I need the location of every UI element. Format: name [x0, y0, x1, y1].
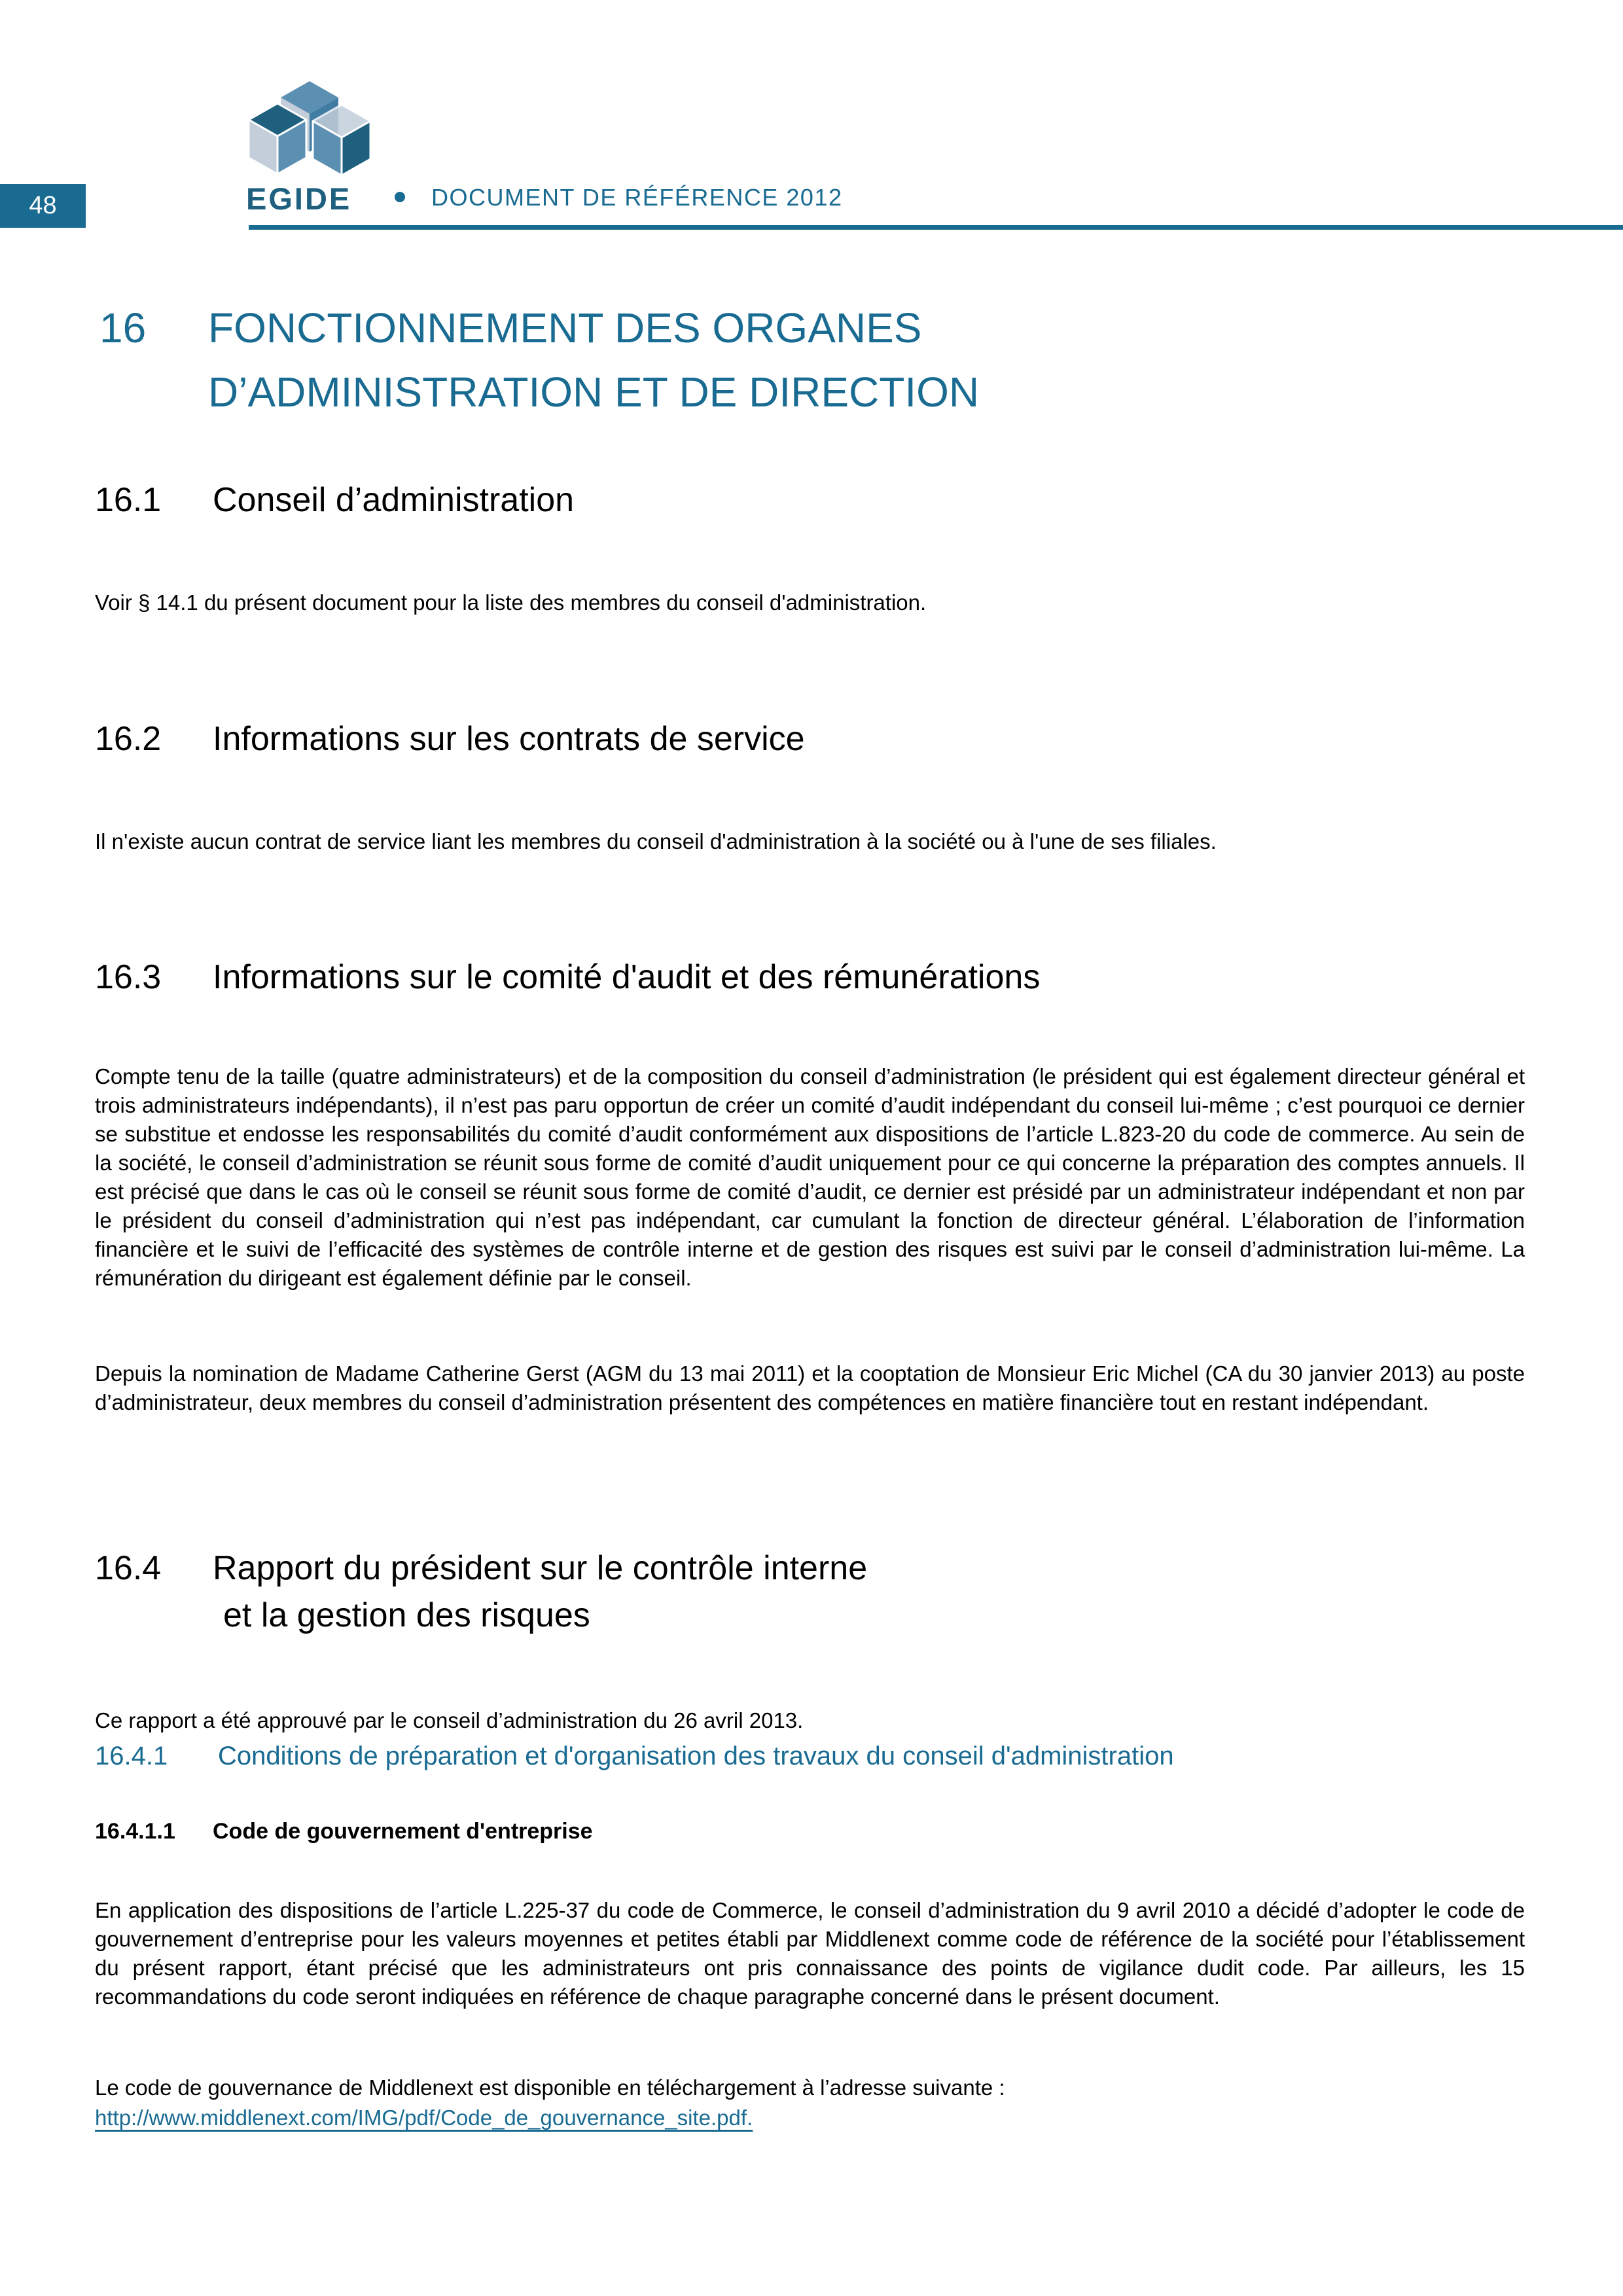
section-16-1-body: Voir § 14.1 du présent document pour la liste des membres du conseil d'administration.	[95, 590, 927, 615]
page-number-badge	[0, 184, 86, 228]
section-title: Informations sur le comité d'audit et des rémunérations	[213, 958, 1041, 996]
section-number: 16.3	[95, 958, 162, 996]
section-16-3-paragraph-1: Compte tenu de la taille (quatre administrateurs) et de la composition du conseil d’administration (le président qui est également directeur général et trois administrateurs indépendants), il n’est pas paru opportun de créer un comité d’audit indépendant du conseil lui-même ; c’est pourquoi ce dernier se substitue et endosse les responsabilités du comité d’audit conformément aux dispositions de l’article L.823-20 du code de commerce. Au sein de la société, le conseil d’administration se réunit sous forme de comité d’audit uniquement pour ce qui concerne la préparation des comptes annuels. Il est précisé que dans le cas où le conseil se réunit sous forme de comité d’audit, ce dernier est présidé par un administrateur indépendant et non par le président du conseil d’administration qui n’est pas indépendant, car cumulant la fonction de directeur général. L’élaboration de l’information financière et le suivi de l’efficacité des systèmes de contrôle interne et de gestion des risques est suivi par le conseil d’administration lui-même. La rémunération du dirigeant est également définie par le conseil.	[95, 1064, 1525, 1290]
document-header-title: DOCUMENT DE RÉFÉRENCE 2012	[431, 184, 843, 211]
chapter-title-line1: FONCTIONNEMENT DES ORGANES	[208, 304, 922, 351]
bullet-separator-icon	[395, 192, 405, 202]
section-heading-16-2	[95, 719, 805, 759]
section-number: 16.2	[95, 720, 162, 758]
chapter-number: 16	[99, 304, 147, 351]
subsection-title: Conditions de préparation et d'organisation des travaux du conseil d'administration	[218, 1742, 1174, 1770]
section-16-4-1-1-paragraph: En application des dispositions de l’article L.225-37 du code de Commerce, le conseil d’administration du 9 avril 2010 a décidé d’adopter le code de gouvernement d’entreprise pour les valeurs moyennes et petites établi par Middlenext comme code de référence de la société pour l’établissement du présent rapport, étant précisé que les administrateurs ont pris connaissance des points de vigilance dudit code. Par ailleurs, les 15 recommandations du code seront indiquées en référence de chaque paragraphe concerné dans le présent document.	[95, 1898, 1525, 2009]
subsection-heading-16-4-1	[95, 1740, 1174, 1772]
section-title: Conseil d’administration	[213, 481, 575, 519]
governance-code-note-text: Le code de gouvernance de Middlenext est disponible en téléchargement à l’adresse suivante :	[95, 2075, 1005, 2100]
chapter-title-line2: D’ADMINISTRATION ET DE DIRECTION	[208, 368, 980, 416]
governance-code-link[interactable]: http://www.middlenext.com/IMG/pdf/Code_de_gouvernance_site.pdf.	[95, 2106, 753, 2130]
header-divider	[249, 225, 1623, 230]
section-heading-16-3	[95, 957, 1040, 997]
subsection-number: 16.4.1	[95, 1742, 168, 1770]
egide-logo-icon	[247, 79, 372, 185]
subsubsection-title: Code de gouvernement d'entreprise	[213, 1819, 593, 1844]
governance-code-note	[95, 2073, 1525, 2133]
section-heading-16-1	[95, 480, 574, 520]
section-16-3-paragraph-2: Depuis la nomination de Madame Catherine Gerst (AGM du 13 mai 2011) et la cooptation de Monsieur Eric Michel (CA du 30 janvier 2013) au poste d’administrateur, deux membres du conseil d’administration présentent des compétences en matière financière tout en restant indépendant.	[95, 1361, 1525, 1414]
section-heading-16-4	[95, 1545, 867, 1639]
page-number: 48	[29, 192, 57, 219]
section-title: Informations sur les contrats de service	[213, 720, 805, 758]
section-number: 16.1	[95, 481, 162, 519]
subsubsection-number: 16.4.1.1	[95, 1819, 175, 1844]
brand-wordmark: EGIDE	[246, 181, 352, 216]
section-16-4-body: Ce rapport a été approuvé par le conseil d’administration du 26 avril 2013.	[95, 1708, 804, 1732]
section-16-2-body: Il n'existe aucun contrat de service liant les membres du conseil d'administration à la société ou à l'une de ses filiales.	[95, 829, 1217, 853]
section-title-line1: Rapport du président sur le contrôle interne	[213, 1549, 868, 1587]
chapter-title	[99, 296, 979, 424]
section-number: 16.4	[95, 1549, 162, 1587]
section-title-line2: et la gestion des risques	[223, 1596, 590, 1634]
subsubsection-heading-16-4-1-1	[95, 1817, 593, 1846]
